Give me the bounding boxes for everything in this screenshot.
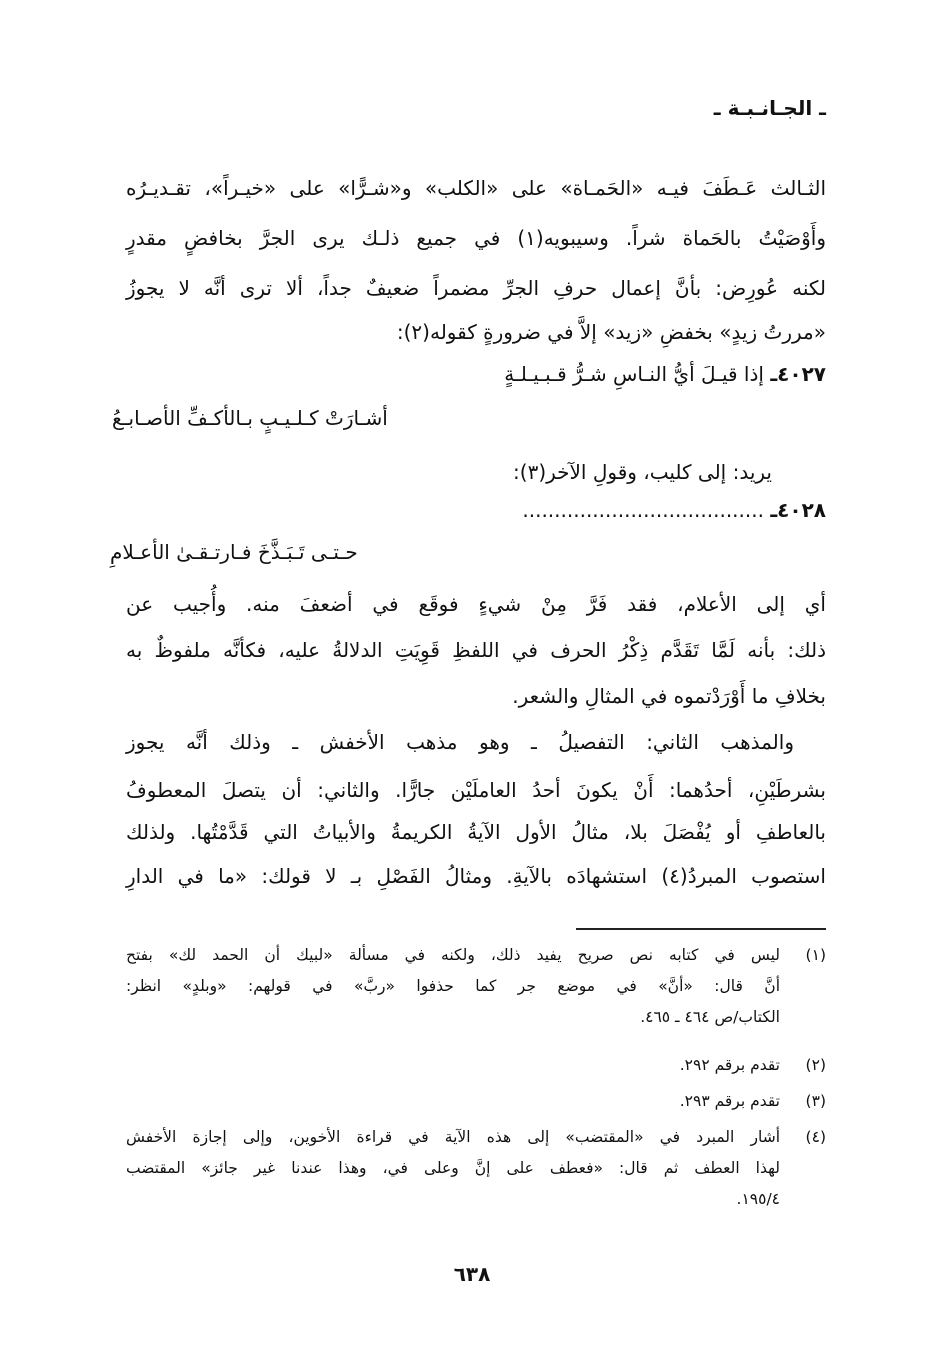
body-line: بالعاطفِ أو يُفْصَلَ بلا، مثالُ الأول الآيةُ الكريمةُ والأبياتُ التي قَدَّمْتُها. ولذلك: [126, 820, 826, 844]
running-header: ـ الجـانـبـة ـ: [713, 96, 826, 120]
verse-dots: ......................................: [522, 498, 764, 522]
footnote-1: [126, 940, 826, 1033]
footnote-4: [126, 1122, 826, 1215]
footnote-separator: [576, 928, 826, 930]
footnote-line: لهذا العطف ثم قال: «فعطف على إنَّ وعلى في، وهذا عندنا غير جائز» المقتضب: [126, 1159, 780, 1177]
body-line: يريد: إلى كليب، وقولِ الآخر(٣):: [513, 460, 772, 484]
verse-4028-second-hemistich: حـتـى تَـبَـذَّخَ فـارتـقـىٰ الأعـلامِ: [110, 540, 358, 564]
footnote-line: تقدم برقم ٢٩٢.: [679, 1056, 780, 1074]
footnote-line: أنَّ قال: «أنَّ» في موضع جر كما حذفوا «ربَّ» في قولهم: «وبلدٍ» انظر:: [126, 977, 780, 995]
footnote-line: ليس في كتابه نص صريح يفيد ذلك، ولكنه في مسألة «لبيك أن الحمد لك» بفتح: [126, 946, 780, 964]
verse-4027-second-hemistich: أشـارَتْ كـلـيـبٍ بـالأكـفِّ الأصـابـعُ: [112, 406, 388, 430]
footnote-number: (١): [805, 946, 826, 964]
verse-number: ٤٠٢٨ـ: [770, 498, 826, 522]
body-line: الثـالث عَـطَفَ فيـه «الحَمـاة» على «الكلب» و«شـرًّا» على «خيـراً»، تقـديـرُه: [126, 176, 826, 200]
footnote-number: (٢): [805, 1056, 826, 1074]
footnote-3: [126, 1086, 826, 1117]
footnote-line: الكتاب/ص ٤٦٤ ـ ٤٦٥.: [640, 1008, 780, 1026]
body-line: وأَوْصَيْتُ بالحَماة شراً. وسيبويه(١) في جميع ذلـك يرى الجرَّ بخافضٍ مقدرٍ: [126, 226, 826, 250]
body-line: ذلك: بأنه لَمَّا تَقَدَّم ذِكْرُ الحرف في اللفظِ قَوِيَتِ الدلالةُ عليه، فكأنَّه ملفوظٌ به: [126, 638, 826, 662]
footnote-line: ١٩٥/٤.: [736, 1190, 780, 1208]
body-line: بشرطَيْنِ، أحدُهما: أَنْ يكونَ أحدُ العاملَيْن جارًّا. والثاني: أن يتصلَ المعطوفُ: [126, 778, 826, 802]
body-line: استصوب المبردُ(٤) استشهادَه بالآيةِ. ومثالُ الفَصْلِ بـ لا قولك: «ما في الدارِ: [126, 864, 826, 888]
verse-number: ٤٠٢٧ـ: [770, 362, 826, 386]
footnote-number: (٣): [805, 1092, 826, 1110]
body-line: «مررتُ زيدٍ» بخفضِ «زيد» إلاَّ في ضرورةٍ كقوله(٢):: [396, 320, 826, 344]
body-line: بخلافِ ما أَوْرَدْتموه في المثالِ والشعر.: [512, 684, 826, 708]
footnote-2: [126, 1050, 826, 1081]
footnote-number: (٤): [805, 1128, 826, 1146]
verse-4027-first-hemistich: [504, 354, 826, 394]
body-line: لكنه عُورِض: بأنَّ إعمال حرفِ الجرِّ مضمراً ضعيفٌ جداً، ألا ترى أنَّه لا يجوزُ: [126, 276, 826, 300]
body-line: والمذهب الثاني: التفصيلُ ـ وهو مذهب الأخفش ـ وذلك أنَّه يجوز: [126, 730, 794, 754]
verse-4028-first-hemistich: [522, 490, 826, 530]
body-line: أي إلى الأعلام، فقد فَرَّ مِنْ شيءٍ فوقَع في أضعفَ منه. وأُجيب عن: [126, 592, 826, 616]
page-number: ٦٣٨: [453, 1262, 491, 1286]
footnote-line: أشار المبرد في «المقتضب» إلى هذه الآية في قراءة الأخوين، وإلى إجازة الأخفش: [126, 1128, 780, 1146]
hemistich: إذا قيـلَ أيُّ النـاسِ شـرُّ قـبـيـلـةٍ: [504, 362, 764, 386]
footnote-line: تقدم برقم ٢٩٣.: [679, 1092, 780, 1110]
